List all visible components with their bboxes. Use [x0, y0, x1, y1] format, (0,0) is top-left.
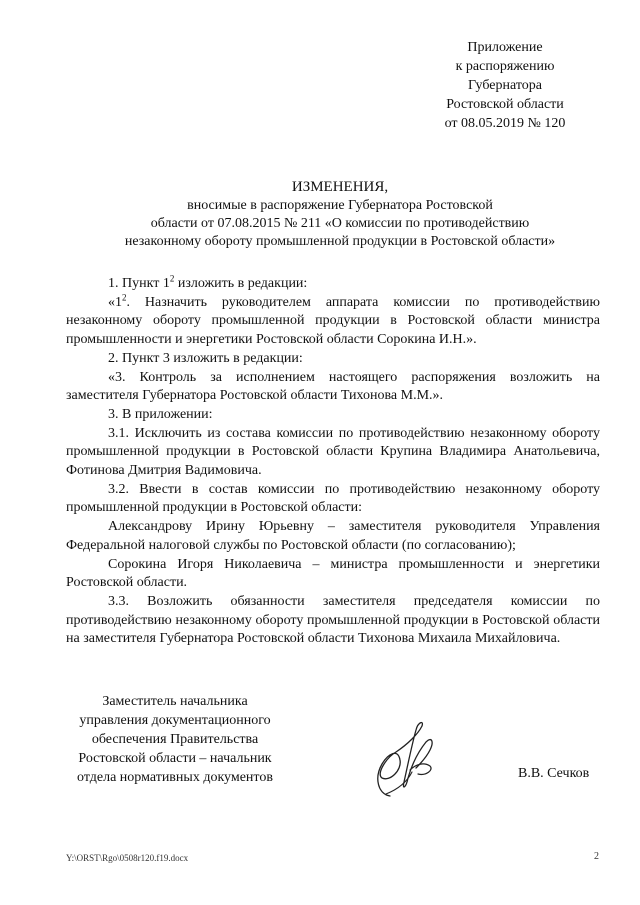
title-line: незаконному обороту промышленной продукции в Ростовской области»: [124, 234, 556, 249]
signer-name: В.В. Сечков: [518, 766, 590, 781]
title-line: вносимые в распоряжение Губернатора Ростовской: [187, 198, 493, 213]
signer-position-line: отдела нормативных документов: [77, 770, 273, 785]
paragraph-item-3-3: 3.3. Возложить обязанности заместителя председателя комиссии по противодействию незаконному обороту промышленной продукции в Ростовской области на заместителя Губернатора Ростовской области Тихонова Михаила Михайловича.: [66, 593, 600, 647]
document-title: [80, 178, 600, 251]
appendix-line: к распоряжению: [455, 59, 555, 74]
paragraph-item-3-1: 3.1. Исключить из состава комиссии по противодействию незаконному обороту промышленной продукции в Ростовской области Крупина Владимира Анатольевича, Фотинова Дмитрия Вадимовича.: [66, 425, 600, 479]
paragraph-item-1: 1. Пункт $1^2$ изложить в редакции:: [108, 273, 308, 291]
paragraph-item-3: 3. В приложении:: [108, 406, 213, 422]
paragraph-item-3-2: 3.2. Ввести в состав комиссии по противодействию незаконному обороту промышленной продукции в Ростовской области:: [66, 481, 600, 516]
signer-position-line: управления документационного: [79, 713, 271, 728]
title-heading: ИЗМЕНЕНИЯ,: [291, 179, 389, 195]
signer-position: [62, 692, 288, 787]
footer-file-path: Y:\ORST\Rgo\0508r120.f19.docx: [66, 853, 189, 863]
document-body: [66, 275, 600, 649]
appendix-line: Приложение: [467, 40, 543, 55]
paragraph-item-3-2-b: Сорокина Игоря Николаевича – министра промышленности и энергетики Ростовской области.: [66, 556, 600, 591]
handwritten-signature: [360, 708, 450, 808]
paragraph-item-1-quote: «$1^2$. Назначить руководителем аппарата комиссии по противодействию незаконному обороту промышленной продукции в Ростовской области министра промышленности и энергетики Ростовской области Сорокина И.Н.».: [66, 292, 600, 348]
appendix-date-number: от 08.05.2019 № 120: [444, 116, 566, 131]
signer-position-line: обеспечения Правительства: [91, 732, 259, 747]
paragraph-item-2-quote: «3. Контроль за исполнением настоящего распоряжения возложить на заместителя Губернатора Ростовской области Тихонова М.М.».: [66, 369, 600, 404]
appendix-header: [410, 38, 600, 133]
signer-position-line: Заместитель начальника: [102, 694, 248, 709]
appendix-line: Ростовской области: [446, 97, 564, 112]
appendix-line: Губернатора: [467, 78, 543, 93]
page-number: 2: [594, 851, 599, 862]
paragraph-item-3-2-a: Александрову Ирину Юрьевну – заместителя руководителя Управления Федеральной налоговой службы по Ростовской области (по согласованию);: [66, 519, 600, 553]
signer-position-line: Ростовской области – начальник: [78, 751, 272, 766]
paragraph-item-2: 2. Пункт 3 изложить в редакции:: [108, 350, 303, 366]
title-line: области от 07.08.2015 № 211 «О комиссии по противодействию: [150, 216, 530, 231]
